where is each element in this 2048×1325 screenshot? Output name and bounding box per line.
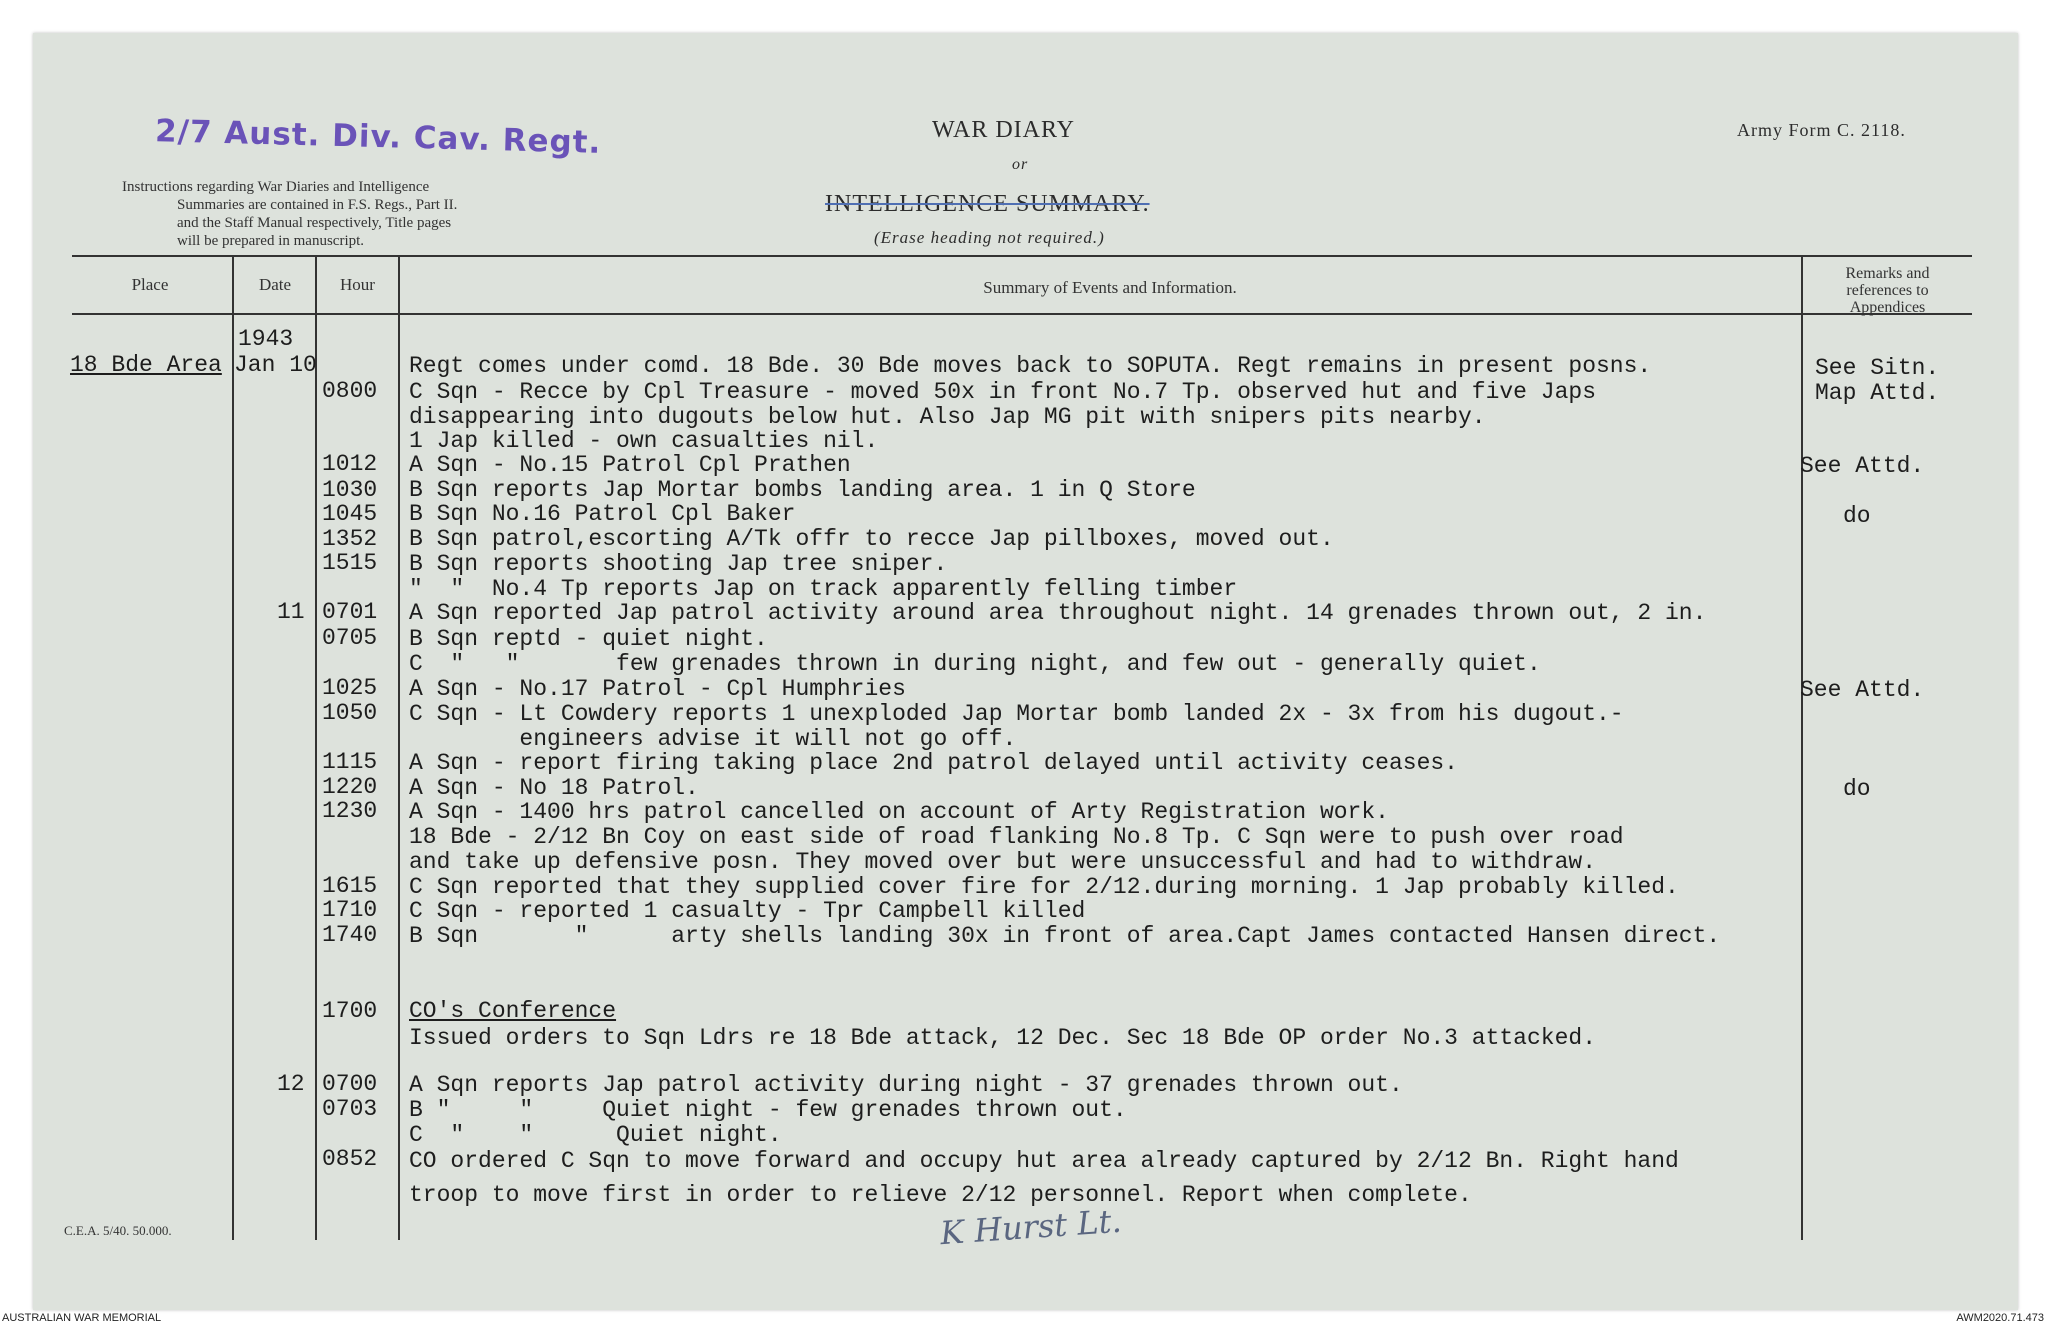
event-line: A Sqn reports Jap patrol activity during night - 37 grenades thrown out. xyxy=(409,1072,1403,1098)
hour-1230: 1230 xyxy=(322,798,378,824)
header-bottom-rule xyxy=(72,313,1972,315)
signature: K Hurst Lt. xyxy=(938,1201,1123,1253)
title-war-diary: WAR DIARY xyxy=(932,117,1076,143)
event-line: " " No.4 Tp reports Jap on track apparently felling timber xyxy=(409,576,1238,602)
event-line: CO ordered C Sqn to move forward and occupy hut area already captured by 2/12 Bn. Right hand xyxy=(409,1148,1679,1174)
hour-1615: 1615 xyxy=(322,873,378,899)
hour-1710: 1710 xyxy=(322,897,378,923)
col-hour: Hour xyxy=(340,275,375,294)
title-intelligence-summary: INTELLIGENCE SUMMARY. xyxy=(825,191,1150,217)
event-line: Regt comes under comd. 18 Bde. 30 Bde moves back to SOPUTA. Regt remains in present posns. xyxy=(409,353,1652,379)
hour-1700: 1700 xyxy=(322,998,378,1024)
remark-see-attd: See Attd. xyxy=(1800,677,1925,703)
hour-1515: 1515 xyxy=(322,550,378,576)
date-11: 11 xyxy=(277,599,305,625)
event-line: C Sqn reported that they supplied cover fire for 2/12.during morning. 1 Jap probably killed. xyxy=(409,874,1679,900)
archive-credit: AUSTRALIAN WAR MEMORIAL xyxy=(2,1312,162,1324)
event-line: disappearing into dugouts below hut. Also Jap MG pit with snipers pits nearby. xyxy=(409,404,1486,430)
hour-1352: 1352 xyxy=(322,526,378,552)
event-line: C " " Quiet night. xyxy=(409,1122,782,1148)
summary-column-rule xyxy=(398,257,400,1240)
hour-0852: 0852 xyxy=(322,1146,378,1172)
hour-1030: 1030 xyxy=(322,477,378,503)
date-jan-10: Jan 10 xyxy=(234,352,317,378)
hour-1050: 1050 xyxy=(322,700,378,726)
event-line: Issued orders to Sqn Ldrs re 18 Bde attack, 12 Dec. Sec 18 Bde OP order No.3 attacked. xyxy=(409,1025,1596,1051)
remarks-head-line: references to xyxy=(1846,282,1929,299)
event-line: B Sqn reptd - quiet night. xyxy=(409,626,768,652)
unit-stamp: 2/7 Aust. Div. Cav. Regt. xyxy=(154,113,602,161)
year: 1943 xyxy=(238,326,294,352)
event-line: A Sqn - No.17 Patrol - Cpl Humphries xyxy=(409,676,906,702)
event-line: B " " Quiet night - few grenades thrown out. xyxy=(409,1097,1127,1123)
event-line: A Sqn - report firing taking place 2nd patrol delayed until activity ceases. xyxy=(409,750,1458,776)
event-line: C Sqn - Lt Cowdery reports 1 unexploded Jap Mortar bomb landed 2x - 3x from his dugout.- xyxy=(409,701,1624,727)
hour-0700: 0700 xyxy=(322,1071,378,1097)
title-or: or xyxy=(1012,156,1029,173)
col-place: Place xyxy=(131,275,169,294)
remarks-head-line: Remarks and xyxy=(1845,265,1930,282)
army-form-number: Army Form C. 2118. xyxy=(1737,120,1906,140)
event-line: B Sqn patrol,escorting A/Tk offr to recce Jap pillboxes, moved out. xyxy=(409,526,1334,552)
hour-0701: 0701 xyxy=(322,599,378,625)
place-name: 18 Bde Area xyxy=(70,352,222,378)
date-12: 12 xyxy=(277,1071,305,1097)
event-line: A Sqn reported Jap patrol activity around area throughout night. 14 grenades thrown out, 2 in. xyxy=(409,600,1707,626)
col-date: Date xyxy=(258,275,292,294)
event-line: B Sqn reports Jap Mortar bombs landing area. 1 in Q Store xyxy=(409,477,1196,503)
header-top-rule xyxy=(72,255,1972,257)
event-line: B Sqn " arty shells landing 30x in front of area.Capt James contacted Hansen direct. xyxy=(409,923,1721,949)
remark-map-attd: Map Attd. xyxy=(1815,380,1940,406)
remark-do: do xyxy=(1843,503,1871,529)
hour-0703: 0703 xyxy=(322,1096,378,1122)
instructions-line: will be prepared in manuscript. xyxy=(177,233,365,249)
col-summary: Summary of Events and Information. xyxy=(983,278,1237,297)
event-line: C Sqn - Recce by Cpl Treasure - moved 50x in front No.7 Tp. observed hut and five Japs xyxy=(409,379,1596,405)
hour-1025: 1025 xyxy=(322,675,378,701)
instructions-line: Summaries are contained in F.S. Regs., Part II. xyxy=(177,197,458,213)
form-code: C.E.A. 5/40. 50.000. xyxy=(64,1223,172,1238)
instructions-line: and the Staff Manual respectively, Title pages xyxy=(177,215,452,231)
title-erase-note: (Erase heading not required.) xyxy=(874,228,1105,247)
col-remarks xyxy=(1805,265,1970,316)
hour-1012: 1012 xyxy=(322,451,378,477)
event-line: engineers advise it will not go off. xyxy=(409,726,1017,752)
event-line: B Sqn No.16 Patrol Cpl Baker xyxy=(409,501,796,527)
remark-see-sitn: See Sitn. xyxy=(1815,355,1940,381)
remark-see-attd: See Attd. xyxy=(1800,453,1925,479)
event-line: B Sqn reports shooting Jap tree sniper. xyxy=(409,551,948,577)
hour-1045: 1045 xyxy=(322,501,378,527)
instructions-text xyxy=(122,178,572,250)
remarks-column-rule xyxy=(1801,257,1803,1240)
event-line: 18 Bde - 2/12 Bn Coy on east side of road flanking No.8 Tp. C Sqn were to push over road xyxy=(409,824,1624,850)
hour-1740: 1740 xyxy=(322,922,378,948)
hour-1220: 1220 xyxy=(322,774,378,800)
remark-do: do xyxy=(1843,776,1871,802)
remarks-head-line: Appendices xyxy=(1849,299,1926,316)
event-line: A Sqn - No.15 Patrol Cpl Prathen xyxy=(409,452,851,478)
event-line: troop to move first in order to relieve 2/12 personnel. Report when complete. xyxy=(409,1182,1472,1208)
event-line: C " " few grenades thrown in during night, and few out - generally quiet. xyxy=(409,651,1541,677)
hour-1115: 1115 xyxy=(322,749,378,775)
date-column-rule xyxy=(232,257,234,1240)
event-line: A Sqn - 1400 hrs patrol cancelled on account of Arty Registration work. xyxy=(409,799,1389,825)
instructions-line: Instructions regarding War Diaries and Intelligence xyxy=(122,179,430,195)
hour-column-rule xyxy=(315,257,317,1240)
event-line: A Sqn - No 18 Patrol. xyxy=(409,775,699,801)
event-line: 1 Jap killed - own casualties nil. xyxy=(409,428,879,454)
hour-0705: 0705 xyxy=(322,625,378,651)
hour-0800: 0800 xyxy=(322,378,378,404)
event-line: C Sqn - reported 1 casualty - Tpr Campbell killed xyxy=(409,898,1086,924)
archive-reference: AWM2020.71.473 xyxy=(1956,1312,2044,1324)
event-line-conference-heading: CO's Conference xyxy=(409,998,617,1024)
event-line: and take up defensive posn. They moved over but were unsuccessful and had to withdraw. xyxy=(409,849,1596,875)
